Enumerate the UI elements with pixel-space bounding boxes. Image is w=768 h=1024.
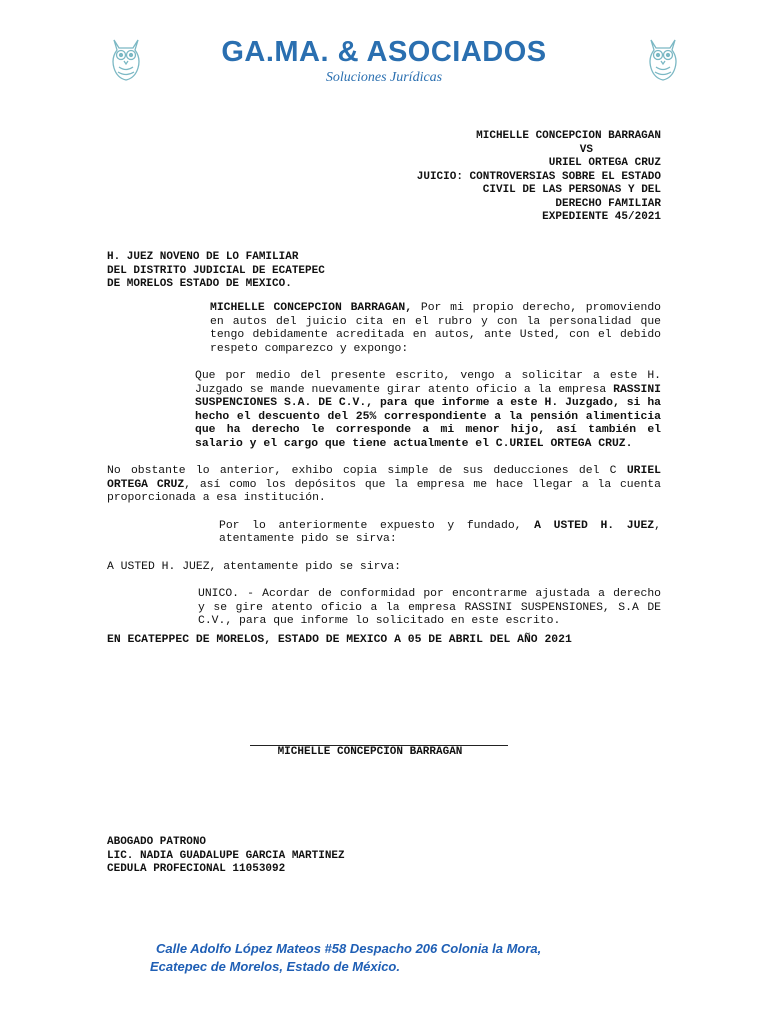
- case-trial-type-cont2: DERECHO FAMILIAR: [555, 197, 661, 210]
- intro-paragraph: [107, 302, 661, 356]
- signature-name: MICHELLE CONCEPCION BARRAGAN: [277, 746, 463, 758]
- addressee-line: DE MORELOS ESTADO DE MEXICO.: [107, 278, 292, 290]
- case-file-number: EXPEDIENTE 45/2021: [542, 211, 661, 223]
- evidence-paragraph: [107, 465, 661, 506]
- lawyer-role: ABOGADO PATRONO: [107, 836, 207, 848]
- petitioner-name: MICHELLE CONCEPCION BARRAGAN,: [210, 302, 413, 314]
- firm-tagline: Soluciones Jurídicas: [325, 70, 443, 85]
- case-defendant: URIEL ORTEGA CRUZ: [548, 157, 661, 169]
- petition-repeat: A USTED H. JUEZ, atentamente pido se sirva:: [107, 560, 401, 573]
- unico-paragraph: UNICO. - Acordar de conformidad por encontrarme ajustada a derecho y se gire atento oficio a la empresa RASSINI SUSPENSIONES, S.A DE C.V., para que informe lo solicitado en este escrito.: [198, 588, 661, 627]
- petition-bold: A USTED H. JUEZ: [534, 519, 655, 532]
- evidence-text: No obstante lo anterior, exhibo copia simple de sus deducciones del C: [107, 465, 627, 477]
- addressee-line: H. JUEZ NOVENO DE LO FAMILIAR: [107, 251, 299, 263]
- document-body: [107, 302, 661, 647]
- evidence-text-cont: , así como los depósitos que la empresa me hace llegar a la cuenta proporcionada a esa institución.: [107, 478, 661, 504]
- defendant-name: URIEL ORTEGA CRUZ: [107, 465, 661, 491]
- addressee: [107, 251, 325, 292]
- lawyer-license: CEDULA PROFECIONAL 11053092: [107, 863, 286, 875]
- case-versus: VS: [579, 143, 593, 156]
- footer-address-line: Ecatepec de Morelos, Estado de México.: [150, 959, 400, 974]
- owl-logo-icon: [645, 36, 681, 82]
- case-trial-type-cont: CIVIL DE LAS PERSONAS Y DEL: [482, 184, 661, 196]
- petition-text-cont: , atentamente pido se sirva:: [219, 519, 661, 545]
- place-date: EN ECATEPPEC DE MORELOS, ESTADO DE MEXICO A 05 DE ABRIL DEL AÑO 2021: [107, 633, 572, 646]
- request-paragraph: [107, 370, 661, 451]
- petition-text: Por lo anteriormente expuesto y fundado,: [219, 519, 535, 532]
- case-trial-type: JUICIO: CONTROVERSIAS SOBRE EL ESTADO: [416, 170, 661, 183]
- footer-address-line: Calle Adolfo López Mateos #58 Despacho 206 Colonia la Mora,: [156, 941, 542, 956]
- case-caption: [417, 130, 661, 225]
- request-company-text: RASSINI SUSPENCIONES S.A. DE C.V., para que informe a este H. Juzgado, si ha hecho el descuento del 25% correspondiente a la pensión alimenticia que ha derecho le corresponde a mi menor hijo, así también el salario y el cargo que tiene actualmente el C.URIEL ORTEGA CRUZ.: [195, 383, 661, 450]
- addressee-line: DEL DISTRITO JUDICIAL DE ECATEPEC: [107, 264, 325, 277]
- footer-address: [150, 940, 541, 976]
- firm-name: GA.MA. & ASOCIADOS: [221, 36, 547, 68]
- lawyer-block: [107, 836, 345, 877]
- request-text: Que por medio del presente escrito, vengo a solicitar a este H. Juzgado se mande nuevamente girar atento oficio a la empresa: [195, 370, 661, 396]
- lawyer-name: LIC. NADIA GUADALUPE GARCIA MARTINEZ: [107, 849, 345, 862]
- case-plaintiff: MICHELLE CONCEPCION BARRAGAN: [476, 130, 661, 142]
- intro-text: Por mi propio derecho, promoviendo en autos del juicio cita en el rubro y con la personalidad que tengo debidamente acreditada en autos, ante Usted, con el debido respeto comparezco y expongo:: [210, 302, 661, 355]
- petition-paragraph: [107, 520, 661, 547]
